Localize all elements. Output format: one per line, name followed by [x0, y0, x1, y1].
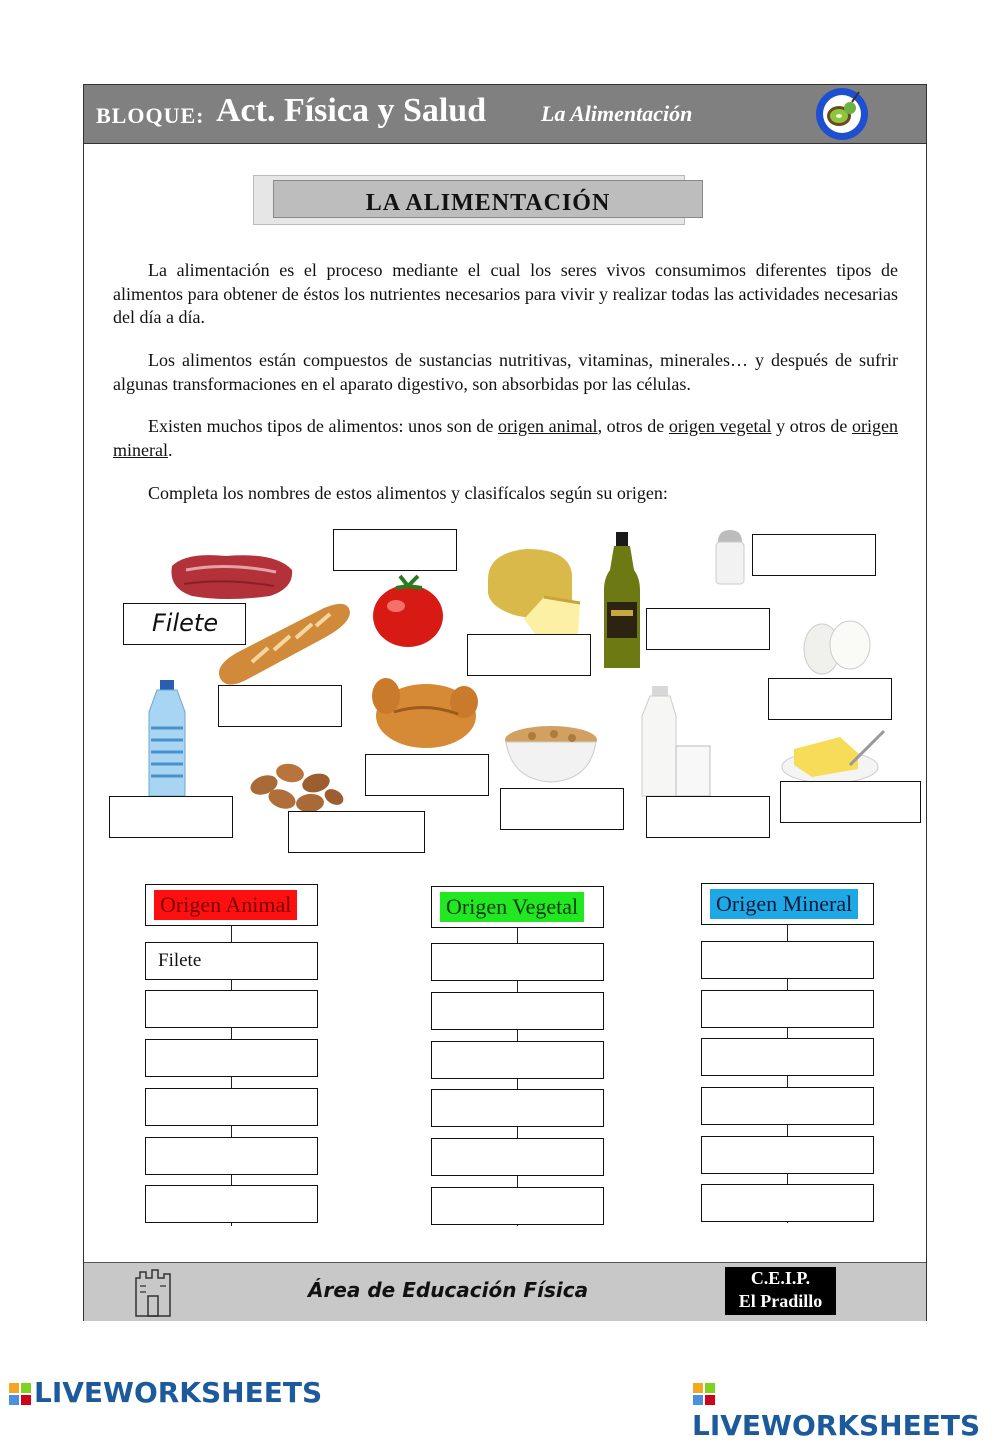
olive-oil-bottle-image — [602, 530, 642, 672]
liveworksheets-icon — [8, 1382, 32, 1406]
paragraph-instruction: Completa los nombres de estos alimentos y clasifícalos según su origen: — [148, 483, 668, 503]
mineral-slot-6[interactable] — [701, 1184, 874, 1222]
footer-school-badge — [725, 1267, 836, 1315]
category-vegetal-header — [431, 886, 604, 928]
salt-shaker-image — [712, 528, 748, 586]
vegetal-slot-5[interactable] — [431, 1138, 604, 1176]
milk-bottle-image — [640, 684, 714, 798]
paragraph-composition: Los alimentos están compuestos de sustancias nutritivas, vitaminas, minerales… y después de sufrir algunas transformaciones en el aparato digestivo, son absorbidas por las células. — [113, 350, 898, 394]
mineral-slot-3[interactable] — [701, 1038, 874, 1076]
header-bar — [84, 85, 926, 144]
answer-salt-input[interactable] — [752, 534, 876, 576]
school-line-2: El Pradillo — [738, 1291, 823, 1311]
vegetal-slot-3[interactable] — [431, 1041, 604, 1079]
mineral-slot-2[interactable] — [701, 990, 874, 1028]
vegetal-slot-4[interactable] — [431, 1089, 604, 1127]
answer-tomato-input[interactable] — [333, 529, 457, 571]
vegetal-slot-6[interactable] — [431, 1187, 604, 1225]
mineral-slot-5[interactable] — [701, 1136, 874, 1174]
cheese-image — [484, 545, 584, 637]
answer-bread-input[interactable] — [218, 685, 342, 727]
almonds-image — [246, 755, 346, 817]
liveworksheets-logo-right: LIVEWORKSHEETS — [692, 1376, 1000, 1442]
tomato-image — [370, 570, 448, 650]
animal-slot-4[interactable] — [145, 1088, 318, 1126]
roast-chicken-image — [368, 672, 484, 756]
category-mineral-header — [701, 883, 874, 925]
mineral-slot-4[interactable] — [701, 1087, 874, 1125]
animal-slot-1[interactable]: Filete — [145, 942, 318, 980]
eggs-image — [800, 615, 874, 677]
animal-slot-3[interactable] — [145, 1039, 318, 1077]
category-mineral-label: Origen Mineral — [710, 889, 858, 919]
steak-image — [166, 548, 298, 604]
answer-almonds-input[interactable] — [288, 811, 425, 853]
vegetal-slot-2[interactable] — [431, 992, 604, 1030]
liveworksheets-icon — [692, 1382, 716, 1406]
school-line-1: C.E.I.P. — [750, 1268, 811, 1288]
origin-vegetal-text: origen vegetal — [668, 416, 772, 436]
answer-olive-oil-input[interactable] — [646, 608, 770, 650]
animal-slot-5[interactable] — [145, 1137, 318, 1175]
answer-eggs-input[interactable] — [768, 678, 892, 720]
cereal-bowl-image — [502, 718, 600, 786]
answer-cheese-input[interactable] — [467, 634, 591, 676]
header-topic: La Alimentación — [541, 101, 693, 126]
category-animal-label: Origen Animal — [154, 890, 297, 920]
answer-water-input[interactable] — [109, 796, 233, 838]
answer-chicken-input[interactable] — [365, 754, 489, 796]
header-subject: Act. Física y Salud — [216, 92, 487, 129]
mineral-slot-1[interactable] — [701, 941, 874, 979]
animal-slot-6[interactable] — [145, 1185, 318, 1223]
category-animal-header — [145, 884, 318, 926]
answer-milk-input[interactable] — [646, 796, 770, 838]
header-bloque-label: BLOQUE: — [96, 103, 205, 128]
paragraph-origins: Existen muchos tipos de alimentos: unos son de origen animal, otros de origen vegetal y otros de origen mineral. — [113, 416, 898, 460]
answer-cereal-input[interactable] — [500, 788, 624, 830]
castle-icon — [132, 1266, 174, 1318]
category-vegetal-label: Origen Vegetal — [440, 892, 584, 922]
footer-area-label: Área de Educación Física — [308, 1278, 589, 1302]
water-bottle-image — [145, 678, 189, 800]
animal-slot-2[interactable] — [145, 990, 318, 1028]
answer-butter-input[interactable] — [780, 781, 921, 823]
answer-steak-input[interactable]: Filete — [123, 603, 246, 645]
butter-image — [780, 725, 890, 785]
page-title: LA ALIMENTACIÓN — [273, 180, 703, 218]
origin-animal-text: origen animal — [497, 416, 598, 436]
vegetal-slot-1[interactable] — [431, 943, 604, 981]
kiwi-plate-logo-icon — [814, 86, 870, 142]
paragraph-definition: La alimentación es el proceso mediante el cual los seres vivos consumimos diferentes tipos de alimentos para obtener de éstos los nutrientes necesarios para vivir y realizar todas las actividades necesarias del día a día. — [113, 260, 898, 327]
origin-mineral-text: origen mineral — [113, 416, 898, 460]
liveworksheets-logo-left: LIVEWORKSHEETS — [8, 1376, 322, 1409]
